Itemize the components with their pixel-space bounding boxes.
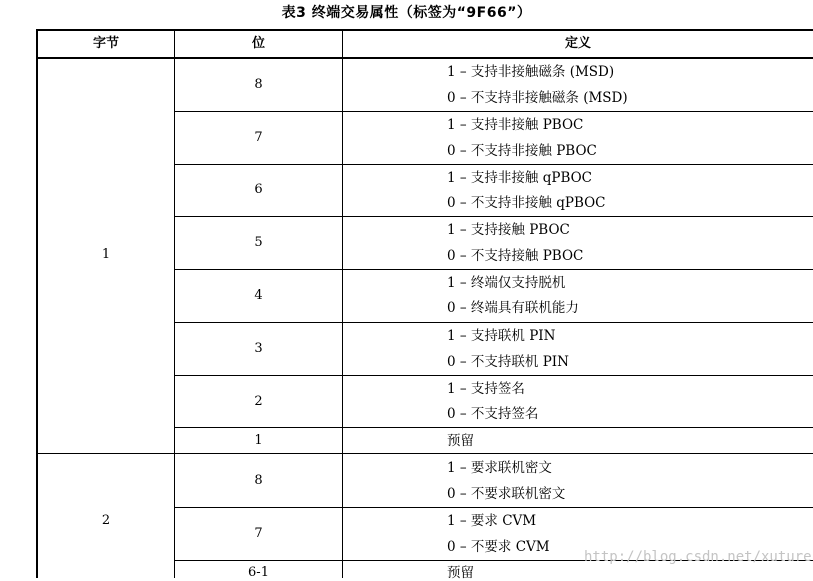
byte1-bit3: 3 [254, 341, 263, 356]
table-title: 表3 终端交易属性（标签为“9F66”） [281, 5, 532, 21]
byte2-bit8-def0: 0 – 不要求联机密文 [447, 486, 566, 502]
byte1-bit6: 6 [254, 182, 263, 197]
row-divider [175, 507, 813, 508]
header-byte: 字节 [92, 36, 119, 51]
row-divider [175, 164, 813, 165]
row-divider [175, 216, 813, 217]
byte-1-value: 1 [101, 247, 111, 262]
row-divider [175, 269, 813, 270]
byte1-bit5-def1: 1 – 支持接触 PBOC [447, 222, 570, 238]
byte1-bit7-def0: 0 – 不支持非接触 PBOC [447, 143, 597, 159]
byte1-bit2-def0: 0 – 不支持签名 [447, 406, 539, 422]
byte1-bit8: 8 [254, 77, 263, 92]
byte2-bit8-def1: 1 – 要求联机密文 [447, 460, 552, 476]
byte2-bit7: 7 [254, 526, 263, 541]
byte1-bit6-def0: 0 – 不支持非接触 qPBOC [447, 195, 606, 211]
row-divider [175, 427, 813, 428]
blog-watermark: http://blog.csdn.net/xuture [584, 549, 812, 565]
byte1-bit8-def1: 1 – 支持非接触磁条 (MSD) [447, 64, 615, 80]
byte-group-divider [36, 453, 813, 454]
byte1-bit8-def0: 0 – 不支持非接触磁条 (MSD) [447, 90, 628, 106]
byte1-bit3-def1: 1 – 支持联机 PIN [447, 328, 556, 344]
byte2-bit7-def1: 1 – 要求 CVM [447, 513, 537, 529]
byte1-bit6-def1: 1 – 支持非接触 qPBOC [447, 170, 593, 186]
byte1-bit4-def0: 0 – 终端具有联机能力 [447, 300, 579, 316]
byte1-bit1-def: 预留 [447, 433, 474, 449]
row-divider [175, 375, 813, 376]
byte1-bit1: 1 [254, 433, 263, 448]
byte1-bit3-def0: 0 – 不支持联机 PIN [447, 354, 569, 370]
byte2-bit6-1-def: 预留 [447, 565, 474, 581]
row-divider [175, 111, 813, 112]
row-divider [175, 322, 813, 323]
byte1-bit4-def1: 1 – 终端仅支持脱机 [447, 275, 566, 291]
byte2-bit8: 8 [254, 473, 263, 488]
byte1-bit2: 2 [254, 394, 263, 409]
byte1-bit7-def1: 1 – 支持非接触 PBOC [447, 117, 584, 133]
byte1-bit2-def1: 1 – 支持签名 [447, 381, 525, 397]
byte1-bit5-def0: 0 – 不支持接触 PBOC [447, 248, 584, 264]
byte-2-value: 2 [101, 513, 111, 528]
byte2-bit7-def0: 0 – 不要求 CVM [447, 539, 550, 555]
header-bottom-border [36, 57, 813, 59]
byte1-bit4: 4 [254, 288, 263, 303]
header-definition: 定义 [564, 36, 591, 51]
header-bit: 位 [251, 36, 265, 51]
byte1-bit7: 7 [254, 130, 263, 145]
table-left-border [36, 29, 38, 578]
byte1-bit5: 5 [254, 235, 263, 250]
byte2-bit6-1: 6-1 [248, 565, 269, 580]
